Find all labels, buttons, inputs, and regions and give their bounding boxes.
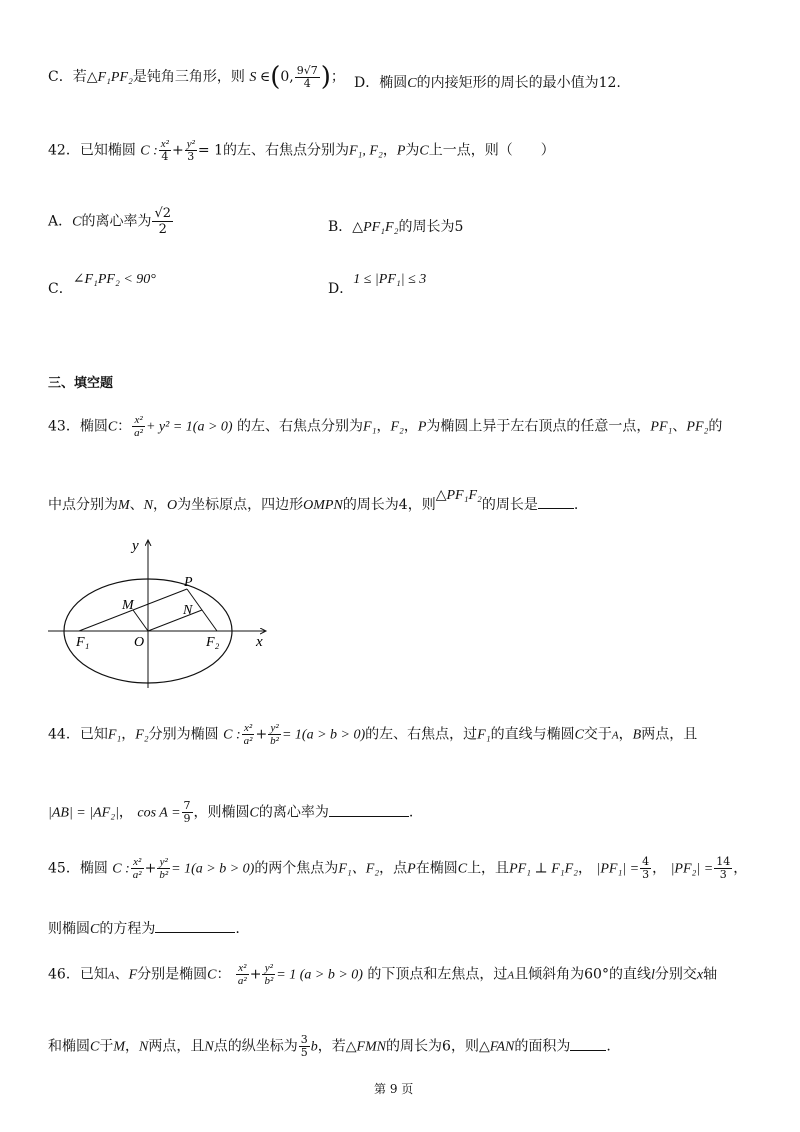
text: ， [733, 860, 748, 877]
text: 的 [708, 418, 723, 435]
fraction [268, 722, 281, 747]
fraction [152, 206, 173, 237]
text: 的内接矩形的周长的最小值为 [416, 75, 599, 91]
text: ，若 [317, 1038, 346, 1055]
paren-close: ) [320, 62, 331, 92]
q44-line2 [48, 800, 413, 825]
frac-num: 14 [716, 855, 731, 868]
text: 上，且 [467, 860, 510, 877]
frac-den: 2 [158, 222, 167, 237]
math-triangle: △PF₁F₂ [352, 220, 399, 235]
period: . [616, 75, 621, 91]
text: ， [153, 497, 168, 513]
math-var: C [574, 727, 584, 743]
fraction [299, 1034, 310, 1059]
q42-option-a [48, 206, 174, 237]
math-var: l [650, 967, 655, 983]
math-var: C [107, 419, 118, 435]
segment-o-n [148, 610, 202, 631]
math-var: A [107, 969, 115, 982]
y-axis-label: y [132, 538, 139, 554]
fraction [159, 138, 171, 163]
text: 为椭圆上异于左右顶点的任意一点， [426, 418, 651, 435]
text: 则椭圆 [48, 921, 90, 937]
math-s-in: S ∈ [249, 70, 271, 85]
math: 60° [584, 966, 609, 983]
math-var: C [419, 143, 429, 159]
math: F₁, F₂ [348, 143, 383, 159]
answer-blank[interactable] [538, 496, 574, 509]
q45-line1: 45．椭圆 C : $\frac{\text{x²}}{\text{a²}}$ + $\frac{\text{y²}}{\text{b²}}$ = 1(a > b > 0)的两个焦点为F₁、F₂，点P在椭圆C上，且PF₁ ⊥ F₁F₂， |PF₁| = $\frac{4}{3}$ ， |PF₂| = $\frac{14}{3}$ ， [48, 855, 748, 881]
point-o-label: O [134, 635, 145, 650]
point-m-label: M [122, 598, 134, 613]
math: 1 ≤ |PF₁| ≤ 3 [353, 272, 427, 287]
text: 的两个焦点为 [254, 860, 339, 877]
math: cos A = [137, 805, 181, 821]
math: OMPN [303, 498, 343, 513]
math: = 1 [197, 142, 223, 159]
math: F₂ [390, 419, 404, 435]
text: 为 [405, 142, 420, 159]
math: ∠F₁PF₂ < 90° [72, 272, 156, 287]
math: C : [112, 861, 130, 877]
point-n-label: N [183, 603, 193, 618]
math-var: C [90, 922, 100, 937]
text: ， [121, 726, 136, 743]
math: + y² = 1(a > 0) [145, 419, 233, 435]
text: 的方程为 [99, 921, 156, 937]
text: 分别交 [654, 966, 697, 983]
frac-den: b² [264, 975, 274, 987]
frac-den: 3 [719, 868, 727, 881]
period: . [235, 921, 240, 937]
math-var: x [696, 967, 704, 983]
math-var: O [167, 498, 178, 513]
q44-line1: 44．已知F₁，F₂分别为椭圆 C : $\frac{\text{x²}}{\text{a²}}$ + $\frac{\text{y²}}{\text{b²}}$ = 1(a > b > 0)的左、右焦点，过F₁的直线与椭圆C交于A，B两点，且 [48, 722, 698, 747]
text: ： [216, 966, 231, 983]
fraction [132, 414, 145, 439]
math-var: b [310, 1039, 318, 1055]
math-var: F [128, 967, 138, 983]
math-triangle: △FMN [345, 1039, 387, 1055]
text: 的面积为 [514, 1038, 571, 1055]
math: PF₂ [686, 419, 709, 435]
frac-den: 9 [183, 812, 191, 825]
math-var: C [72, 214, 82, 230]
math-var: C [207, 967, 217, 983]
math-var: N [139, 1039, 149, 1055]
value: 12 [598, 75, 617, 91]
question-number: 46．已知 [48, 966, 108, 983]
text: 的周长为5 [398, 219, 464, 235]
frac-den: b² [270, 735, 279, 747]
x-axis-label: x [256, 634, 263, 650]
math: C : [223, 727, 241, 743]
option-label: D． [328, 281, 354, 297]
q42-option-c [48, 268, 156, 297]
math-triangle: △PF₁F₂ [435, 488, 482, 503]
segment-o-m [133, 610, 148, 631]
math-var: N [143, 498, 154, 513]
option-label: C．若 [48, 69, 87, 85]
frac-den: a² [134, 427, 143, 439]
text: 分别是椭圆 [137, 966, 208, 983]
math-var: A [507, 969, 515, 982]
text: ， [618, 726, 633, 743]
text: 分别为椭圆 [148, 726, 219, 743]
question-number: 42．已知椭圆 [48, 142, 136, 159]
question-number: 43．椭圆 [48, 418, 108, 435]
math-var: C [407, 76, 417, 91]
math: |PF₂| = [670, 861, 714, 877]
q42-option-d [328, 268, 427, 297]
q42-stem: 42．已知椭圆 C : $\frac{\text{x²}}{4}$ + $\frac{\text{y²}}{3}$ = 1的左、右焦点分别为F₁, F₂，P为C上一点，则（ ） [48, 138, 555, 163]
period: . [606, 1038, 611, 1055]
math: F₁ [477, 727, 491, 743]
frac-num: x² [160, 138, 169, 150]
math-var: N [204, 1039, 214, 1055]
frac-den: 3 [187, 150, 195, 163]
fraction [157, 856, 170, 881]
text: 为坐标原点，四边形 [177, 497, 304, 513]
text: 于 [99, 1038, 114, 1055]
fraction [295, 65, 320, 90]
math-var: C [90, 1039, 100, 1055]
text: ， [403, 418, 418, 435]
frac-num: x² [132, 414, 145, 427]
math: F₁ [107, 727, 122, 743]
point-f2-label: F₂ [206, 635, 220, 650]
period: . [408, 804, 414, 821]
q46-line1: 46．已知A、F分别是椭圆C： $\frac{\text{x²}}{\text{a²}}$ + $\frac{\text{y²}}{\text{b²}}$ = 1 (a > b > 0) 的下顶点和左焦点，过A且倾斜角为60°的直线l分别交x轴 [48, 962, 718, 987]
frac-num: y² [186, 138, 195, 150]
math: |PF₁| = [596, 861, 640, 877]
answer-blank[interactable] [570, 1038, 606, 1051]
math-var: P [417, 419, 427, 435]
math: F₁、F₂ [338, 861, 380, 877]
text: 交于 [583, 726, 612, 743]
frac-num: x² [242, 722, 255, 735]
text: 是钝角三角形，则 [132, 69, 245, 85]
text: 的周长是 [481, 497, 538, 513]
text: ， [118, 804, 133, 821]
text: 和椭圆 [48, 1038, 90, 1055]
question-number: 44．已知 [48, 726, 108, 743]
text: 点的纵坐标为 [213, 1038, 298, 1055]
q46-line2 [48, 1034, 611, 1059]
text: 的左、右焦点分别为 [237, 418, 364, 435]
text: 上一点，则（ ） [428, 142, 555, 159]
q43-line2 [48, 488, 579, 514]
frac-num: 9√7 [296, 63, 318, 77]
math-var: P [396, 143, 406, 159]
math-var: P [407, 861, 416, 877]
frac-num: y² [157, 856, 170, 869]
text: ，则椭圆 [193, 804, 250, 821]
text: 的左、右焦点分别为 [222, 142, 349, 159]
math-triangle: △FAN [478, 1039, 515, 1055]
ellipse-figure [44, 536, 274, 696]
page-number: 第 9 页 [374, 1082, 414, 1096]
text: 的周长为6，则 [386, 1038, 479, 1055]
frac-den: a² [243, 735, 253, 747]
fraction [640, 856, 651, 881]
text: ， [376, 418, 391, 435]
frac-den: 5 [300, 1046, 308, 1059]
math-var: M [113, 1039, 126, 1055]
frac-num: x² [236, 962, 249, 975]
q45-line2 [48, 918, 240, 938]
math: F₂ [135, 727, 149, 743]
fraction [131, 856, 144, 881]
question-number: 45．椭圆 [48, 860, 108, 877]
text: 、 [129, 497, 144, 513]
fraction [182, 800, 193, 825]
text: 的直线与椭圆 [490, 726, 575, 743]
option-label: D．椭圆 [354, 75, 408, 91]
frac-den: 3 [642, 868, 650, 881]
text: 且倾斜角为 [514, 966, 585, 983]
math-var: C [249, 805, 259, 821]
answer-blank[interactable] [155, 920, 235, 933]
answer-blank[interactable] [329, 804, 409, 817]
text: 在椭圆 [415, 860, 458, 877]
text: 轴 [703, 966, 718, 983]
section-title: 三、填空题 [48, 376, 114, 391]
fraction [185, 138, 197, 163]
frac-num: √2 [154, 206, 172, 221]
math-var: A [611, 729, 619, 742]
option-label: B． [328, 219, 353, 235]
text: 的下顶点和左焦点，过 [367, 966, 508, 983]
period: . [573, 497, 579, 513]
math: = 1(a > b > 0) [281, 727, 366, 743]
frac-num: x² [131, 856, 144, 869]
fraction [714, 856, 732, 881]
text: ， [382, 142, 397, 159]
text: 的直线 [608, 966, 651, 983]
frac-num: 4 [642, 855, 650, 868]
math: |AB| = |AF₂| [48, 805, 119, 821]
math: = 1(a > b > 0) [171, 861, 255, 877]
math: PF₁ [650, 419, 673, 435]
math: PF₁ ⊥ F₁F₂ [509, 861, 579, 877]
q43-line1 [48, 414, 722, 439]
point-f1-label: F₁ [76, 635, 90, 650]
text: 的周长为4，则 [342, 497, 436, 513]
option-label: C． [48, 281, 73, 297]
fraction [242, 722, 255, 747]
frac-den: b² [159, 869, 169, 881]
math-var: M [118, 498, 130, 513]
option-label: A． [48, 213, 73, 230]
text: 、 [114, 966, 129, 983]
fraction [236, 962, 249, 987]
fraction [262, 962, 275, 987]
frac-den: 4 [161, 150, 169, 163]
frac-num: y² [268, 722, 281, 735]
sep: ； [330, 69, 345, 85]
text: ， [578, 860, 593, 877]
text: 、 [672, 418, 687, 435]
text: 的离心率为 [258, 804, 329, 821]
paren-open: ( [270, 62, 281, 92]
frac-num: 3 [300, 1033, 308, 1046]
point-p-label: P [184, 575, 193, 590]
math-var: C [457, 861, 468, 877]
text: 两点，且 [148, 1038, 205, 1055]
math: C : [140, 143, 158, 159]
frac-den: a² [237, 975, 247, 987]
math-triangle: △F₁PF₂ [86, 70, 133, 85]
q42-option-b [328, 216, 463, 236]
q41-option-d [354, 72, 621, 92]
text: 的左、右焦点，过 [365, 726, 478, 743]
text: ， [125, 1038, 140, 1055]
frac-den: a² [132, 869, 142, 881]
text: 中点分别为 [48, 497, 118, 513]
text: ，点 [379, 860, 408, 877]
q41-option-c [48, 62, 345, 92]
frac-num: 7 [183, 799, 191, 812]
text: 的离心率为 [81, 213, 152, 230]
text: ， [652, 860, 667, 877]
math: F₁ [363, 419, 377, 435]
text: 两点，且 [641, 726, 698, 743]
math: = 1 (a > b > 0) [276, 967, 363, 983]
math: 0, [280, 69, 294, 85]
text: ： [117, 418, 132, 435]
math-var: B [632, 727, 642, 743]
frac-den: 4 [303, 76, 311, 90]
frac-num: y² [262, 962, 275, 975]
